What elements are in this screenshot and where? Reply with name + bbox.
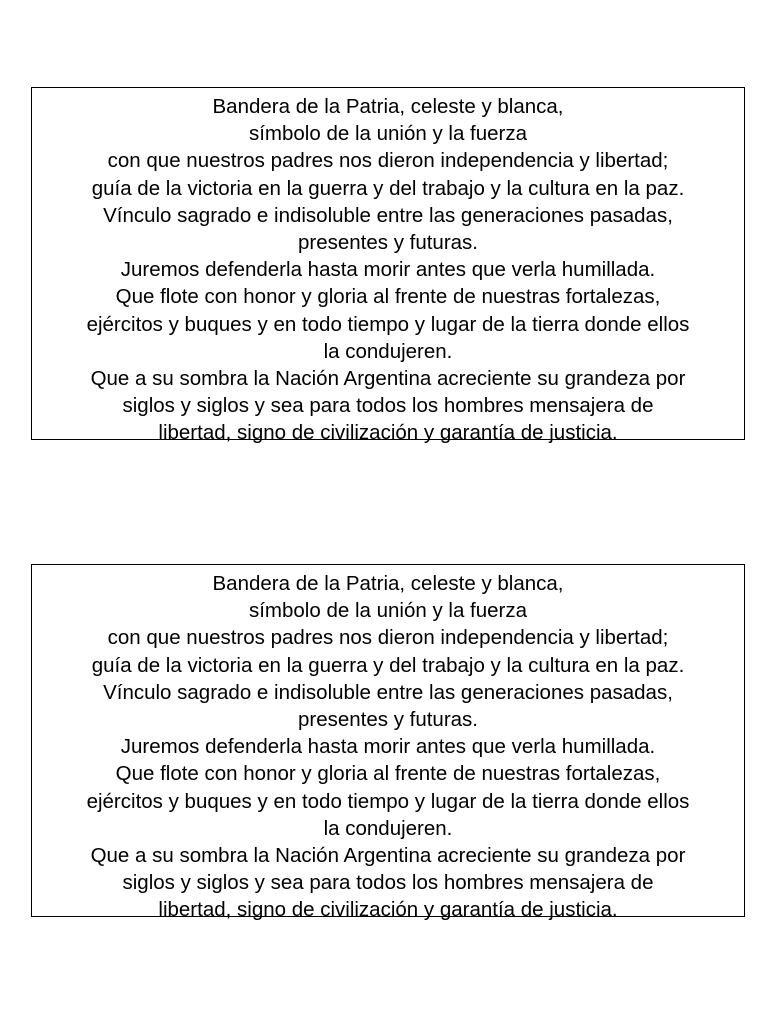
- text-line: la condujeren.: [323, 339, 453, 363]
- text-line: Vínculo sagrado e indisoluble entre las generaciones pasadas,: [103, 680, 673, 704]
- text-line: Juremos defenderla hasta morir antes que verla humillada.: [120, 258, 656, 282]
- text-line: Que flote con honor y gloria al frente de nuestras fortalezas,: [115, 762, 661, 786]
- text-line: símbolo de la unión y la fuerza: [248, 122, 528, 146]
- text-line: presentes y futuras.: [297, 708, 479, 732]
- text-box-1: [31, 87, 745, 445]
- text-line: Que flote con honor y gloria al frente de nuestras fortalezas,: [115, 285, 661, 309]
- text-box-2: [31, 564, 745, 922]
- text-line: guía de la victoria en la guerra y del trabajo y la cultura en la paz.: [91, 653, 685, 677]
- text-line: Bandera de la Patria, celeste y blanca,: [212, 95, 564, 118]
- text-line: presentes y futuras.: [297, 231, 479, 255]
- text-line: Juremos defenderla hasta morir antes que verla humillada.: [120, 735, 656, 759]
- text-line: ejércitos y buques y en todo tiempo y lugar de la tierra donde ellos: [86, 312, 690, 336]
- text-line: guía de la victoria en la guerra y del trabajo y la cultura en la paz.: [91, 176, 685, 200]
- text-line: libertad, signo de civilización y garantía de justicia.: [158, 898, 618, 922]
- text-line: símbolo de la unión y la fuerza: [248, 599, 528, 623]
- text-line: la condujeren.: [323, 816, 453, 840]
- text-line: libertad, signo de civilización y garantía de justicia.: [158, 421, 618, 445]
- text-line: con que nuestros padres nos dieron independencia y libertad;: [107, 149, 669, 173]
- text-line: Que a su sombra la Nación Argentina acreciente su grandeza por: [90, 844, 686, 868]
- text-line: Bandera de la Patria, celeste y blanca,: [212, 572, 564, 595]
- text-line: con que nuestros padres nos dieron independencia y libertad;: [107, 626, 669, 650]
- text-line: siglos y siglos y sea para todos los hombres mensajera de: [122, 394, 654, 418]
- text-line: ejércitos y buques y en todo tiempo y lugar de la tierra donde ellos: [86, 789, 690, 813]
- text-line: Vínculo sagrado e indisoluble entre las generaciones pasadas,: [103, 203, 673, 227]
- text-line: Que a su sombra la Nación Argentina acreciente su grandeza por: [90, 367, 686, 391]
- text-line: siglos y siglos y sea para todos los hombres mensajera de: [122, 871, 654, 895]
